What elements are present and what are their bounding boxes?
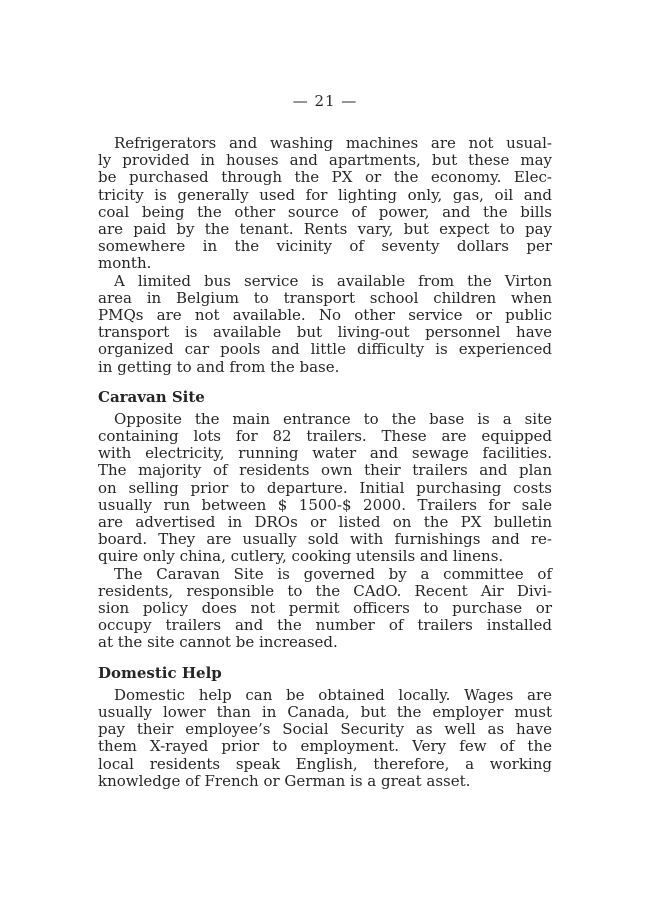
text-line: Opposite the main entrance to the base is a site: [114, 409, 552, 428]
text-line: ly provided in houses and apartments, but these may: [98, 151, 552, 170]
text-line: usually run between $ 1500-$ 2000. Trailers for sale: [98, 495, 552, 514]
text-line: are advertised in DROs or listed on the PX bulletin: [98, 513, 552, 532]
paragraph: [98, 135, 552, 273]
text-line: be purchased through the PX or the economy. Elec-: [98, 168, 552, 187]
paragraph: [98, 411, 552, 566]
paragraph: [98, 687, 552, 790]
text-line: containing lots for 82 trailers. These are equipped: [98, 427, 552, 446]
text-line: Refrigerators and washing machines are not usual-: [114, 134, 552, 152]
section-heading: Caravan Site: [98, 387, 205, 406]
text-line: them X-rayed prior to employment. Very few of the: [98, 737, 552, 756]
text-line: occupy trailers and the number of trailers installed: [98, 616, 552, 635]
text-line: organized car pools and little difficulty is experienced: [98, 340, 552, 359]
text-line: area in Belgium to transport school children when: [98, 288, 552, 307]
text-line: Domestic help can be obtained locally. Wages are: [114, 685, 552, 704]
text-line: The Caravan Site is governed by a committee of: [114, 564, 552, 583]
text-line: in getting to and from the base.: [98, 357, 340, 376]
text-line: PMQs are not available. No other service or public: [98, 306, 552, 325]
text-line: sion policy does not permit officers to purchase or: [98, 599, 552, 618]
text-line: board. They are usually sold with furnishings and re-: [98, 530, 552, 549]
text-line: quire only china, cutlery, cooking utensils and linens.: [98, 547, 504, 566]
paragraph: [98, 566, 552, 652]
page-content: [98, 135, 552, 790]
text-line: knowledge of French or German is a great asset.: [98, 771, 471, 790]
text-line: are paid by the tenant. Rents vary, but expect to pay: [98, 220, 552, 239]
text-line: at the site cannot be increased.: [98, 633, 338, 652]
paragraph: [98, 273, 552, 376]
text-column: [98, 93, 552, 790]
text-line: local residents speak English, therefore, a working: [98, 754, 552, 773]
text-line: month.: [98, 254, 152, 273]
text-line: tricity is generally used for lighting only, gas, oil and: [98, 185, 552, 204]
text-line: usually lower than in Canada, but the employer must: [98, 702, 552, 721]
text-line: coal being the other source of power, and the bills: [98, 202, 552, 221]
text-line: The majority of residents own their trailers and plan: [98, 461, 552, 480]
text-line: transport is available but living-out personnel have: [98, 323, 552, 342]
text-line: pay their employee’s Social Security as well as have: [98, 720, 552, 739]
page-number: — 21 —: [292, 92, 358, 110]
text-line: with electricity, running water and sewage facilities.: [98, 444, 552, 463]
text-line: somewhere in the vicinity of seventy dollars per: [98, 237, 552, 256]
text-line: on selling prior to departure. Initial purchasing costs: [98, 478, 552, 497]
text-line: A limited bus service is available from the Virton: [114, 271, 552, 290]
text-line: residents, responsible to the CAdO. Recent Air Divi-: [98, 581, 552, 600]
section-heading: Domestic Help: [98, 663, 222, 682]
